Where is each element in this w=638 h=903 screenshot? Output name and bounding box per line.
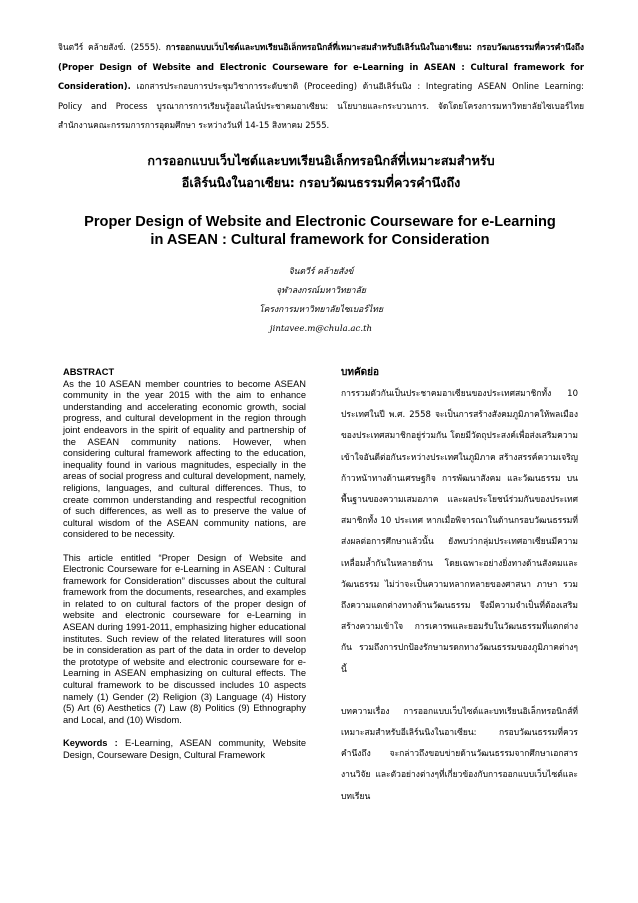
thai-abstract-paragraph-2: บทความเรื่อง การออกแบบเว็บไซต์และบทเรียนอิเล็กทรอนิกส์ที่เหมาะสมสำหรับอีเลิร์นนิงในอาเซียน: กรอบวัฒนธรรมที่ควรคำนึงถึง จะกล่าวถึงขอบข่ายด้านวัฒนธรรมจากศึกษาเอกสาร งานวิจัย และตัวอย่างต่างๆที่เกี่ยวข้องกับการออกแบบเว็บไซต์และบทเรียน	[341, 706, 578, 802]
keywords	[63, 738, 306, 761]
keywords-label: Keywords :	[63, 738, 118, 748]
english-title-line-2: in ASEAN : Cultural framework for Consideration	[150, 232, 490, 248]
author-affiliation-1: จุฬาลงกรณ์มหาวิทยาลัย	[276, 286, 366, 296]
thai-abstract-heading: บทคัดย่อ	[341, 367, 379, 378]
english-title	[70, 213, 570, 249]
thai-title-line-2: อีเลิร์นนิงในอาเซียน: กรอบวัฒนธรรมที่ควรคำนึงถึง	[181, 175, 461, 190]
abstract-english	[63, 367, 306, 773]
citation-prefix: จินตวีร์ คล้ายสังข์. (2555).	[58, 42, 162, 52]
citation-title: การออกแบบเว็บไซต์และบทเรียนอิเล็กทรอนิกส์ที่เหมาะสมสำหรับอีเลิร์นนิงในอาเซียน: กรอบวัฒนธรรมที่ควรคำนึงถึง (Proper Design of Website and Electronic Courseware for e-Learning in ASEAN : Cultural framework for Consideration).	[58, 42, 585, 91]
thai-title	[58, 150, 584, 194]
abstract-paragraph-1: As the 10 ASEAN member countries to become ASEAN community in the year 2015 with the aim to enhance understanding and accelerating economic growth, social progress, and cultural development in the region through joint endeavors in the spirit of equality and partnership of the ASEAN community nations. However, when considering cultural framework affecting to the education, inequality found in various magnitudes, especially in the areas of social progress and cultural development, namely, religions, languages, and cultural differences. Thus, to create common understanding and respectful recognition of such differences, as well as to preserve the value of cultural wisdom of the ASEAN community nations, are considered to be necessity.	[63, 378, 306, 540]
citation-block	[58, 38, 584, 136]
author-name: จินตวีร์ คล้ายสังข์	[288, 267, 354, 277]
abstract-paragraph-2: This article entitled “Proper Design of Website and Electronic Courseware for e-Learning in ASEAN : Cultural framework for Consideration” discusses about the cultural framework from the documents, researches, and examples in related to on cultural factors of the proper design of website and electronic courseware for e-Learning in ASEAN during 1991-2011, emphasizing higher educational institutes. Such review of the related literatures will soon be in consideration as part of the data in order to develop the prototype of website and electronic courseware for e-Learning in ASEAN emphasizing on cultural effects. The cultural framework to be discussed includes 10 aspects namely (1) Gender (2) Religion (3) Language (4) History (5) Art (6) Aesthetics (7) Law (8) Politics (9) Ethnography and Local, and (10) Wisdom.	[63, 552, 306, 725]
citation-rest: เอกสารประกอบการประชุมวิชาการระดับชาติ (Proceeding) ด้านอีเลิร์นนิง : Integrating ASEAN Online Learning: Policy and Process บูรณาการการเรียนรู้ออนไลน์ประชาคมอาเซียน: นโยบายและกระบวนการ. จัดโดยโครงการมหาวิทยาลัยไซเบอร์ไทย สำนักงานคณะกรรมการการอุดมศึกษา ระหว่างวันที่ 14-15 สิงหาคม 2555.	[58, 81, 584, 130]
author-affiliation-2: โครงการมหาวิทยาลัยไซเบอร์ไทย	[259, 305, 383, 315]
english-title-line-1: Proper Design of Website and Electronic Courseware for e-Learning	[84, 214, 556, 230]
thai-title-line-1: การออกแบบเว็บไซต์และบทเรียนอิเล็กทรอนิกส์ที่เหมาะสมสำหรับ	[147, 153, 495, 168]
abstract-thai	[341, 364, 578, 829]
author-email: jintavee.m@chula.ac.th	[269, 324, 373, 334]
keywords-list: E-Learning, ASEAN community, Website Design, Courseware Design, Cultural Framework	[63, 738, 306, 760]
thai-abstract-paragraph-1: การรวมตัวกันเป็นประชาคมอาเซียนของประเทศสมาชิกทั้ง 10 ประเทศในปี พ.ศ. 2558 จะเป็นการสร้างสังคมภูมิภาคให้พลเมืองของประเทศสมาชิกอยู่ร่วมกัน โดยมีวัตถุประสงค์เพื่อส่งเสริมความเข้าใจอันดีต่อกันระหว่างประเทศในภูมิภาค สร้างสรรค์ความเจริญก้าวหน้าทางด้านเศรษฐกิจ การพัฒนาสังคม และวัฒนธรรม บนพื้นฐานของความเสมอภาค และผลประโยชน์ร่วมกันของประเทศสมาชิกทั้ง 10 ประเทศ หากเมื่อพิจารณาในด้านกรอบวัฒนธรรมที่ส่งผลต่อการศึกษาแล้วนั้น ยังพบว่ากลุ่มประเทศอาเซียนมีความเหลื่อมล้ำกันในหลายด้าน โดยเฉพาะอย่างยิ่งทางด้านสังคมและวัฒนธรรม ไม่ว่าจะเป็นความหลากหลายของศาสนา ภาษา รวมถึงความแตกต่างทางด้านวัฒนธรรม จึงมีความจำเป็นที่ต้องเสริมสร้างความเข้าใจ การเคารพและยอมรับในวัฒนธรรมที่แตกต่างกัน รวมถึงการปกป้องรักษามรดกทางวัฒนธรรมของภูมิภาคต่างๆ นี้	[341, 389, 578, 675]
abstract-heading: ABSTRACT	[63, 367, 115, 377]
author-block	[58, 263, 584, 339]
